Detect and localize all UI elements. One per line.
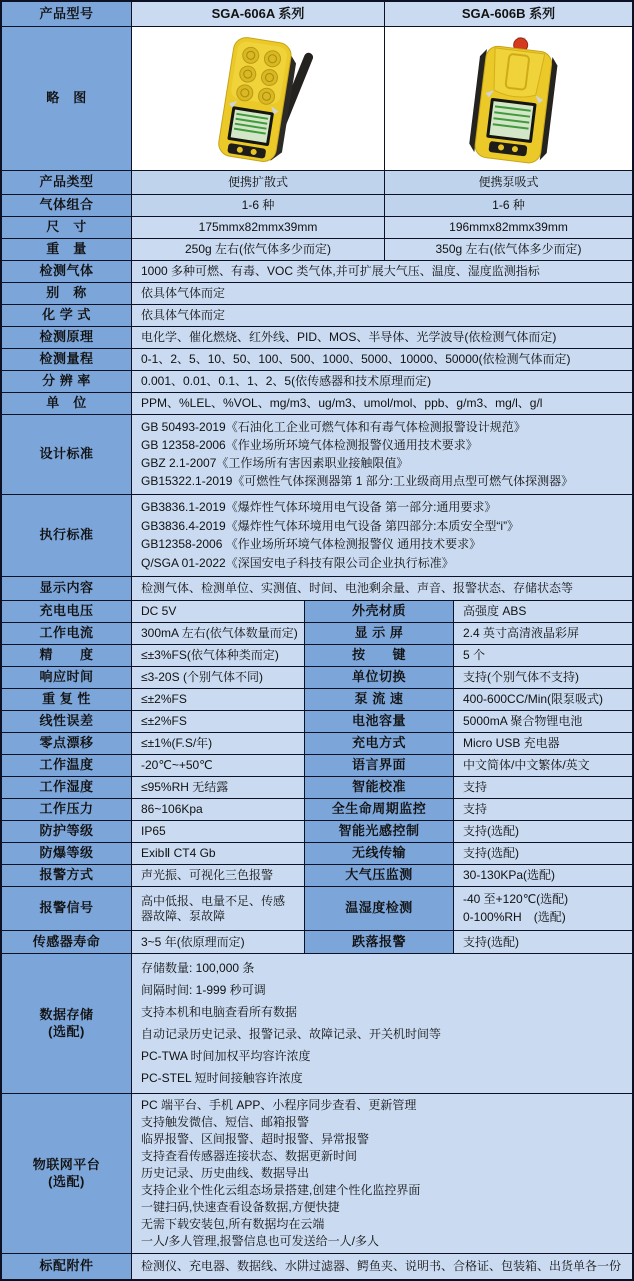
label-line: 数据存储 [39, 1007, 94, 1023]
standard-line: Q/SGA 01-2022《深国安电子科技有限公司企业执行标准》 [141, 556, 454, 571]
row-range [2, 349, 632, 371]
row-value-2: 支持(选配) [454, 821, 632, 842]
iot-line: 支持触发微信、短信、邮箱报警 [141, 1115, 310, 1129]
row-value: 1000 多种可燃、有毒、VOC 类气体,并可扩展大气压、温度、湿度监测指标 [132, 261, 632, 282]
label-line: (选配) [48, 1023, 85, 1039]
data-storage-lines [132, 954, 632, 1093]
row-quad-8 [2, 777, 632, 799]
iot-line: 历史记录、历史曲线、数据导出 [141, 1166, 310, 1180]
standard-line: GB12358-2006 《作业场所环境气体检测报警仪 通用技术要求》 [141, 537, 482, 552]
row-value-a: 便携扩散式 [132, 171, 385, 194]
row-label: 产品类型 [2, 171, 132, 194]
row-value-b: 196mmx82mmx39mm [385, 217, 632, 238]
row-alias [2, 283, 632, 305]
row-unit [2, 393, 632, 415]
row-label [2, 954, 132, 1093]
row-sensor-life [2, 931, 632, 954]
row-weight [2, 239, 632, 261]
row-label: 充电电压 [2, 601, 132, 622]
row-data-storage [2, 954, 632, 1094]
row-value-1: ≤±2%FS [132, 689, 305, 710]
row-value-a: 250g 左右(依气体多少而定) [132, 239, 385, 260]
row-label-2: 电池容量 [305, 711, 454, 732]
storage-line: 支持本机和电脑查看所有数据 [141, 1004, 298, 1019]
row-label: 标配附件 [2, 1254, 132, 1279]
row-resolution [2, 371, 632, 393]
storage-line: 间隔时间: 1-999 秒可调 [141, 982, 266, 997]
row-label: 工作湿度 [2, 777, 132, 798]
row-label: 分 辨 率 [2, 371, 132, 392]
row-label-2: 单位切换 [305, 667, 454, 688]
row-label: 检测量程 [2, 349, 132, 370]
row-label: 执行标准 [2, 495, 132, 576]
label-line: (选配) [48, 1173, 85, 1189]
row-label: 单 位 [2, 393, 132, 414]
row-label: 报警方式 [2, 865, 132, 886]
row-value-2: 支持 [454, 777, 632, 798]
row-value-2: 高强度 ABS [454, 601, 632, 622]
design-standard-lines [132, 415, 632, 494]
row-value-1: -20℃~+50℃ [132, 755, 305, 776]
row-label-2: 充电方式 [305, 733, 454, 754]
diffusion-detector-illustration [138, 30, 378, 168]
row-label: 别 称 [2, 283, 132, 304]
iot-line: 支持查看传感器连接状态、数据更新时间 [141, 1149, 358, 1163]
row-label-2: 按 键 [305, 645, 454, 666]
iot-platform-lines [132, 1094, 632, 1253]
model-b-title: SGA-606B 系列 [385, 2, 632, 26]
row-value-2: 2.4 英寸高清液晶彩屏 [454, 623, 632, 644]
standard-line: GB3836.4-2019《爆炸性气体环境用电气设备 第四部分:本质安全型“i”》 [141, 518, 520, 533]
temp-range-line: -40 至+120℃(选配) [463, 892, 569, 906]
row-value-1: IP65 [132, 821, 305, 842]
row-quad-1 [2, 623, 632, 645]
alarm-signal-text: 高中低报、电量不足、传感器故障、泵故障 [141, 893, 286, 923]
row-label: 工作温度 [2, 755, 132, 776]
row-gas-combo [2, 195, 632, 217]
row-value-2: 支持(选配) [454, 843, 632, 864]
row-product-type [2, 171, 632, 195]
row-label-2: 智能校准 [305, 777, 454, 798]
row-value-b: 便携泵吸式 [385, 171, 632, 194]
row-label: 线性误差 [2, 711, 132, 732]
row-label-2: 全生命周期监控 [305, 799, 454, 820]
row-label: 化 学 式 [2, 305, 132, 326]
row-accessories [2, 1254, 632, 1279]
row-value-1: ≤±1%(F.S/年) [132, 733, 305, 754]
row-label: 检测气体 [2, 261, 132, 282]
row-value-2 [454, 887, 632, 930]
storage-line: PC-TWA 时间加权平均容许浓度 [141, 1049, 311, 1064]
row-label [2, 1094, 132, 1253]
row-label-2: 温湿度检测 [305, 887, 454, 930]
row-value: PPM、%LEL、%VOL、mg/m3、ug/m3、umol/mol、ppb、g/m3、mg/l、g/l [132, 393, 632, 414]
row-label: 工作压力 [2, 799, 132, 820]
row-value-2: 5000mA 聚合物锂电池 [454, 711, 632, 732]
row-value-1: ≤3-20S (个别气体不同) [132, 667, 305, 688]
row-detect-gas [2, 261, 632, 283]
standard-line: GB 50493-2019《石油化工企业可燃气体和有毒气体检测报警设计规范》 [141, 419, 526, 434]
row-label: 显示内容 [2, 577, 132, 600]
row-label-2: 外壳材质 [305, 601, 454, 622]
header-row [2, 2, 632, 27]
row-label: 防护等级 [2, 821, 132, 842]
row-label-2: 大气压监测 [305, 865, 454, 886]
iot-line: 无需下载安装包,所有数据均在云端 [141, 1217, 325, 1231]
row-label: 零点漂移 [2, 733, 132, 754]
row-exec-standard [2, 495, 632, 577]
row-value-a: 175mmx82mmx39mm [132, 217, 385, 238]
iot-line: 支持企业个性化云组态场景搭建,创建个性化监控界面 [141, 1183, 421, 1197]
pump-detector-illustration [389, 30, 629, 168]
row-label: 报警信号 [2, 887, 132, 930]
header-label: 产品型号 [2, 2, 132, 26]
standard-line: GB 12358-2006《作业场所环境气体检测报警仪通用技术要求》 [141, 437, 478, 452]
row-value-1: DC 5V [132, 601, 305, 622]
row-value-1: 声光振、可视化三色报警 [132, 865, 305, 886]
storage-line: 自动记录历史记录、报警记录、故障记录、开关机时间等 [141, 1027, 442, 1042]
row-value-1: ≤95%RH 无结露 [132, 777, 305, 798]
standard-line: GB3836.1-2019《爆炸性气体环境用电气设备 第一部分:通用要求》 [141, 499, 497, 514]
row-quad-9 [2, 799, 632, 821]
standard-line: GBZ 2.1-2007《工作场所有害因素职业接触限值》 [141, 456, 409, 471]
row-label: 精 度 [2, 645, 132, 666]
row-value-2: 400-600CC/Min(限泵吸式) [454, 689, 632, 710]
iot-line: PC 端平台、手机 APP、小程序同步查看、更新管理 [141, 1098, 417, 1112]
row-quad-2 [2, 645, 632, 667]
sketch-label: 略 图 [2, 27, 132, 170]
row-formula [2, 305, 632, 327]
row-quad-11 [2, 843, 632, 865]
device-a-image [132, 27, 385, 170]
row-value: 检测气体、检测单位、实测值、时间、电池剩余量、声音、报警状态、存储状态等 [132, 577, 632, 600]
row-quad-7 [2, 755, 632, 777]
row-quad-6 [2, 733, 632, 755]
row-value-2: 支持(个别气体不支持) [454, 667, 632, 688]
row-value: 0.001、0.01、0.1、1、2、5(依传感器和技术原理而定) [132, 371, 632, 392]
row-label-2: 泵 流 速 [305, 689, 454, 710]
label-line: 物联网平台 [32, 1157, 101, 1173]
row-label: 重 复 性 [2, 689, 132, 710]
row-label: 响应时间 [2, 667, 132, 688]
row-value-2: 5 个 [454, 645, 632, 666]
row-value-2: 支持 [454, 799, 632, 820]
row-value-b: 350g 左右(依气体多少而定) [385, 239, 632, 260]
row-label: 气体组合 [2, 195, 132, 216]
row-alarm-signal [2, 887, 632, 931]
row-value-2: 30-130KPa(选配) [454, 865, 632, 886]
row-quad-0 [2, 601, 632, 623]
row-quad-4 [2, 689, 632, 711]
storage-line: 存储数量: 100,000 条 [141, 960, 255, 975]
row-label-2: 智能光感控制 [305, 821, 454, 842]
row-value-2: Micro USB 充电器 [454, 733, 632, 754]
iot-line: 临界报警、区间报警、超时报警、异常报警 [141, 1132, 370, 1146]
row-value-2: 支持(选配) [454, 931, 632, 953]
row-principle [2, 327, 632, 349]
standard-line: GB15322.1-2019《可燃性气体探测器第 1 部分:工业级商用点型可燃气体探测器》 [141, 474, 574, 489]
row-value: 依具体气体而定 [132, 283, 632, 304]
row-iot-platform [2, 1094, 632, 1254]
row-label: 尺 寸 [2, 217, 132, 238]
row-value-1: ≤±3%FS(依气体种类而定) [132, 645, 305, 666]
row-label-2: 显 示 屏 [305, 623, 454, 644]
iot-line: 一键扫码,快速查看设备数据,方便快捷 [141, 1200, 340, 1214]
row-label: 重 量 [2, 239, 132, 260]
row-value-1 [132, 887, 305, 930]
row-value-1: ≤±2%FS [132, 711, 305, 732]
humidity-range-line: 0-100%RH (选配) [463, 910, 566, 924]
row-value: 电化学、催化燃烧、红外线、PID、MOS、半导体、光学波导(依检测气体而定) [132, 327, 632, 348]
row-size [2, 217, 632, 239]
row-quad-10 [2, 821, 632, 843]
row-label-2: 跌落报警 [305, 931, 454, 953]
row-label: 设计标准 [2, 415, 132, 494]
row-value-a: 1-6 种 [132, 195, 385, 216]
row-design-standard [2, 415, 632, 495]
exec-standard-lines [132, 495, 632, 576]
sketch-row [2, 27, 632, 171]
row-value-1: 300mA 左右(依气体数量而定) [132, 623, 305, 644]
row-value: 0-1、2、5、10、50、100、500、1000、5000、10000、50000(依检测气体而定) [132, 349, 632, 370]
row-label-2: 语言界面 [305, 755, 454, 776]
iot-line: 一人/多人管理,报警信息也可发送给一人/多人 [141, 1234, 380, 1248]
row-value-1: 3~5 年(依原理而定) [132, 931, 305, 953]
row-value: 检测仪、充电器、数据线、水阱过滤器、鳄鱼夹、说明书、合格证、包装箱、出货单各一份 [132, 1254, 632, 1279]
model-a-title: SGA-606A 系列 [132, 2, 385, 26]
row-value-1: ExibⅡ CT4 Gb [132, 843, 305, 864]
row-value-b: 1-6 种 [385, 195, 632, 216]
row-value: 依具体气体而定 [132, 305, 632, 326]
storage-line: PC-STEL 短时间接触容许浓度 [141, 1071, 303, 1086]
row-value-2: 中文简体/中文繁体/英文 [454, 755, 632, 776]
row-quad-5 [2, 711, 632, 733]
row-label: 传感器寿命 [2, 931, 132, 953]
row-label: 工作电流 [2, 623, 132, 644]
row-quad-3 [2, 667, 632, 689]
row-value-1: 86~106Kpa [132, 799, 305, 820]
row-display-content [2, 577, 632, 601]
row-label-2: 无线传输 [305, 843, 454, 864]
row-label: 检测原理 [2, 327, 132, 348]
row-label: 防爆等级 [2, 843, 132, 864]
row-quad-12 [2, 865, 632, 887]
device-b-image [385, 27, 632, 170]
